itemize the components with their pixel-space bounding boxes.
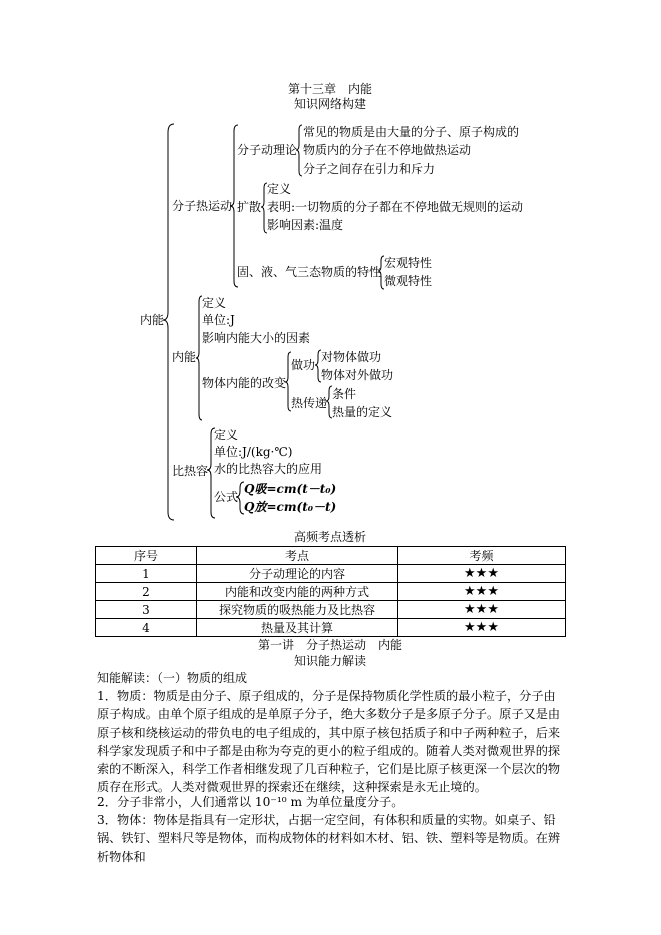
states-item: 宏观特性 (384, 256, 433, 270)
chapter-title: 第十三章 内能 (287, 82, 372, 96)
shc-item: 单位:J/(kg·℃) (214, 445, 293, 459)
cell-frequency: ★★★ (398, 601, 566, 619)
lecture-title: 第一讲 分子热运动 内能 (257, 638, 402, 652)
cell-topic: 热量及其计算 (197, 619, 398, 637)
mol-theory-item: 常见的物质是由大量的分子、原子构成的 (303, 125, 520, 139)
node-molecular-theory: 分子动理论 (237, 143, 298, 157)
table-title: 高频考点透析 (293, 530, 366, 544)
node-energy-change: 物体内能的改变 (202, 376, 287, 390)
cell-frequency: ★★★ (398, 619, 566, 637)
heat-item: 条件 (332, 387, 357, 401)
formula-absorb: Q吸=cm(t－t₀) (244, 482, 337, 496)
node-molecular-motion: 分子热运动 (172, 199, 233, 213)
cell-topic: 探究物质的吸热能力及比热容 (197, 601, 398, 619)
node-work: 做功 (291, 358, 316, 372)
mol-theory-item: 物质内的分子在不停地做热运动 (303, 143, 472, 157)
cell-topic: 分子动理论的内容 (197, 565, 398, 583)
frequency-table (95, 546, 566, 637)
col-header: 考频 (398, 547, 566, 565)
energy-item: 单位:J (202, 313, 235, 327)
heat-item: 热量的定义 (332, 405, 393, 419)
work-item: 对物体做功 (321, 350, 382, 364)
states-item: 微观特性 (384, 274, 433, 288)
paragraph: 3．物体：物体是指具有一定形状，占据一定空间，有体积和质量的实物。如桌子、铅锅、铁钉、塑料尺等是物体，而构成物体的材料如木材、铝、铁、塑料等是物质。在辨析物体和 (97, 813, 561, 864)
formula-label: 公式 (214, 490, 239, 504)
table-row (96, 583, 566, 601)
cell-index: 2 (96, 583, 197, 601)
cell-frequency: ★★★ (398, 583, 566, 601)
node-diffusion: 扩散 (237, 200, 262, 214)
col-header: 考点 (197, 547, 398, 565)
section-heading: 知能解读：（一）物质的组成 (97, 671, 248, 685)
shc-item: 水的比热容大的应用 (214, 462, 323, 476)
node-heat-transfer: 热传递 (291, 396, 328, 410)
paragraph: 2．分子非常小，人们通常以 10⁻¹⁰ m 为单位量度分子。 (97, 795, 404, 809)
network-title: 知识网络构建 (293, 97, 366, 111)
cell-index: 3 (96, 601, 197, 619)
cell-topic: 内能和改变内能的两种方式 (197, 583, 398, 601)
cell-index: 4 (96, 619, 197, 637)
diffusion-item: 影响因素:温度 (267, 218, 344, 232)
table-row (96, 619, 566, 637)
node-internal-energy: 内能 (172, 350, 197, 364)
shc-item: 定义 (214, 428, 239, 442)
tree-root: 内能 (140, 313, 165, 327)
diffusion-item: 定义 (267, 182, 292, 196)
energy-item: 影响内能大小的因素 (202, 331, 311, 345)
ability-title: 知识能力解读 (293, 654, 366, 668)
formula-release: Q放=cm(t₀－t) (244, 500, 337, 514)
node-specific-heat: 比热容 (172, 464, 209, 478)
paragraph: 1．物质：物质是由分子、原子组成的，分子是保持物质化学性质的最小粒子，分子由原子构成。由单个原子组成的是单原子分子，绝大多数分子是多原子分子。原子又是由原子核和绕核运动的带负电的电子组成的，其中原子核包括质子和中子两种粒子，后来科学家发现质子和中子都是由称为夸克的更小的粒子组成的。随着人类对微观世界的探索的不断深入，科学工作者相继发现了几百种粒子，它们是比原子核更深一个层次的物质存在形式。人类对微观世界的探索还在继续，这种探索是永无止境的。 (97, 689, 561, 795)
table-row (96, 565, 566, 583)
diffusion-item: 表明:一切物质的分子都在不停地做无规则的运动 (267, 200, 524, 214)
cell-index: 1 (96, 565, 197, 583)
mol-theory-item: 分子之间存在引力和斥力 (303, 162, 436, 176)
col-header: 序号 (96, 547, 197, 565)
work-item: 物体对外做功 (321, 368, 394, 382)
table-row (96, 601, 566, 619)
energy-item: 定义 (202, 296, 227, 310)
cell-frequency: ★★★ (398, 565, 566, 583)
table-header-row (96, 547, 566, 565)
node-three-states: 固、液、气三态物质的特性 (237, 265, 382, 279)
